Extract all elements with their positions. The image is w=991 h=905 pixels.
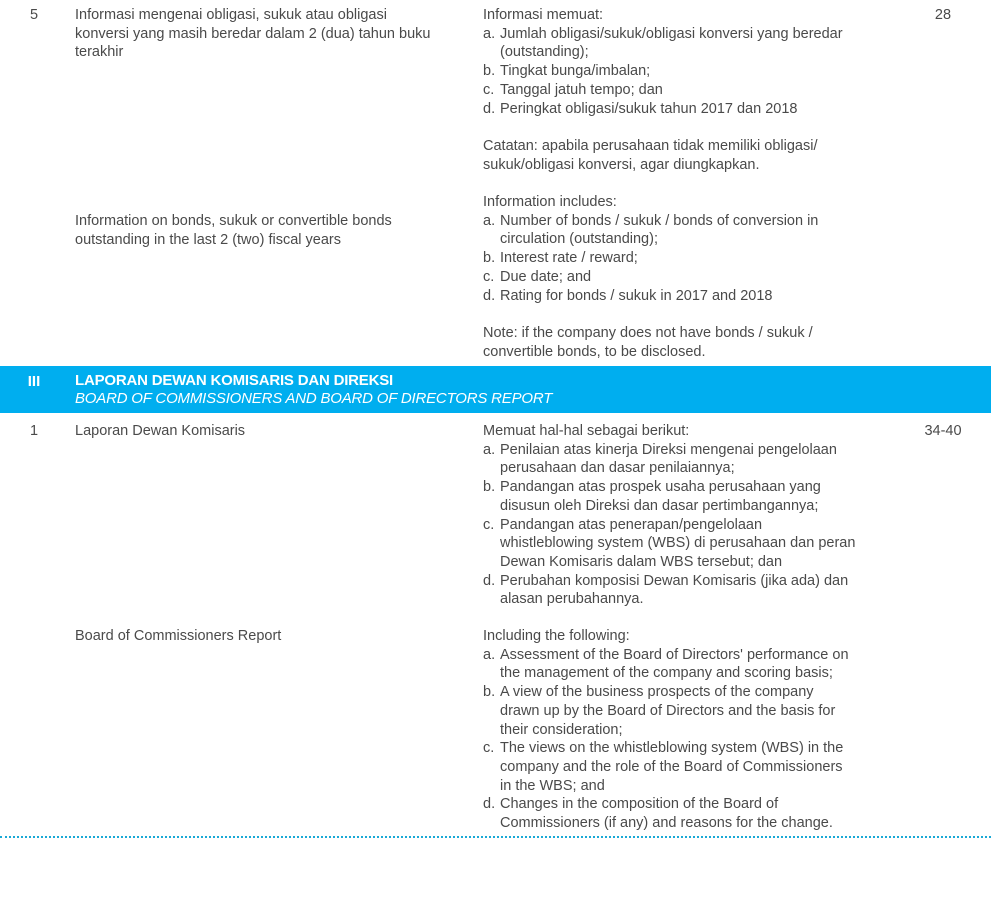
- note-line: Note: if the company does not have bonds / sukuk /: [483, 324, 813, 341]
- section-title-indonesian: LAPORAN DEWAN KOMISARIS DAN DIREKSI: [75, 372, 394, 389]
- text-line: Laporan Dewan Komisaris: [75, 423, 246, 439]
- text-line: perusahaan dan dasar penilaiannya;: [500, 460, 735, 477]
- item-label: c.: [483, 268, 495, 285]
- item-label: c.: [483, 81, 495, 98]
- explanation-english: [483, 193, 888, 361]
- list-item: [483, 478, 888, 515]
- list-item: [483, 441, 888, 478]
- list-item: [483, 25, 888, 62]
- list-item: [483, 516, 888, 572]
- text-line: outstanding in the last 2 (two) fiscal years: [75, 231, 341, 248]
- text-line: the management of the company and scoring basis;: [500, 665, 833, 682]
- text-line: terakhir: [75, 44, 124, 61]
- list-item: [483, 81, 888, 100]
- item-label: b.: [483, 684, 496, 701]
- explanation-intro: Including the following:: [483, 628, 630, 644]
- text-line: Rating for bonds / sukuk in 2017 and 2018: [500, 287, 773, 304]
- explanation-intro: Informasi memuat:: [483, 7, 604, 23]
- item-label: b.: [483, 63, 496, 80]
- item-label: d.: [483, 287, 496, 304]
- criteria-indonesian: [75, 6, 475, 62]
- item-label: d.: [483, 572, 496, 589]
- text-line: Information on bonds, sukuk or convertible bonds: [75, 213, 392, 229]
- text-line: Pandangan atas prospek usaha perusahaan yang: [500, 479, 821, 496]
- section-title-english: BOARD OF COMMISSIONERS AND BOARD OF DIRECTORS REPORT: [75, 390, 553, 407]
- text-line: Penilaian atas kinerja Direksi mengenai pengelolaan: [500, 441, 837, 458]
- text-line: whistleblowing system (WBS) di perusahaan dan peran: [500, 535, 856, 552]
- item-label: d.: [483, 796, 496, 813]
- spacer: [483, 118, 888, 137]
- list-item: [483, 287, 888, 306]
- item-label: a.: [483, 646, 496, 663]
- criteria-indonesian: [75, 422, 475, 441]
- text-line: Interest rate / reward;: [500, 250, 638, 267]
- text-line: company and the role of the Board of Commissioners: [500, 758, 843, 775]
- text-line: their consideration;: [500, 721, 623, 738]
- text-line: Perubahan komposisi Dewan Komisaris (jika ada) dan: [500, 572, 849, 589]
- criteria-english: [75, 212, 475, 249]
- text-line: Tanggal jatuh tempo; dan: [500, 81, 663, 98]
- list-item: [483, 572, 888, 609]
- explanation-intro: Memuat hal-hal sebagai berikut:: [483, 423, 690, 439]
- text-line: circulation (outstanding);: [500, 231, 658, 248]
- text-line: Number of bonds / sukuk / bonds of conversion in: [500, 212, 819, 229]
- text-line: Changes in the composition of the Board of: [500, 796, 779, 813]
- text-line: Informasi mengenai obligasi, sukuk atau obligasi: [75, 7, 387, 23]
- item-label: c.: [483, 740, 495, 757]
- dotted-divider: [0, 836, 991, 838]
- item-label: c.: [483, 516, 495, 533]
- list-item: [483, 683, 888, 739]
- list-item: [483, 646, 888, 683]
- note-line: sukuk/obligasi konversi, agar diungkapkan.: [483, 156, 760, 173]
- item-label: a.: [483, 441, 496, 458]
- explanation-indonesian: [483, 422, 888, 609]
- text-line: drawn up by the Board of Directors and the basis for: [500, 702, 836, 719]
- text-line: disusun oleh Direksi dan dasar pertimbangannya;: [500, 497, 819, 514]
- text-line: Assessment of the Board of Directors' performance on: [500, 646, 849, 663]
- text-line: Dewan Komisaris dalam WBS tersebut; dan: [500, 553, 783, 570]
- criteria-english: [75, 627, 475, 646]
- page-reference: 28: [934, 7, 952, 23]
- text-line: A view of the business prospects of the company: [500, 684, 814, 701]
- text-line: (outstanding);: [500, 44, 589, 61]
- text-line: The views on the whistleblowing system (WBS) in the: [500, 740, 844, 757]
- text-line: Commissioners (if any) and reasons for the change.: [500, 815, 833, 832]
- explanation-english: [483, 627, 888, 833]
- explanation-intro: Information includes:: [483, 194, 617, 210]
- item-label: a.: [483, 212, 496, 229]
- item-label: a.: [483, 25, 496, 42]
- text-line: Peringkat obligasi/sukuk tahun 2017 dan 2018: [500, 100, 798, 117]
- section-number: III: [27, 373, 41, 390]
- explanation-indonesian: [483, 6, 888, 174]
- text-line: Pandangan atas penerapan/pengelolaan: [500, 516, 763, 533]
- note-line: convertible bonds, to be disclosed.: [483, 343, 706, 360]
- section-header-bar: [0, 366, 991, 413]
- text-line: Due date; and: [500, 268, 592, 285]
- text-line: Jumlah obligasi/sukuk/obligasi konversi yang beredar: [500, 25, 843, 42]
- spacer: [483, 305, 888, 324]
- list-item: [483, 62, 888, 81]
- text-line: Tingkat bunga/imbalan;: [500, 63, 651, 80]
- item-label: b.: [483, 479, 496, 496]
- text-line: Board of Commissioners Report: [75, 628, 282, 644]
- list-item: [483, 100, 888, 119]
- list-item: [483, 795, 888, 832]
- text-line: alasan perubahannya.: [500, 591, 644, 608]
- note-line: Catatan: apabila perusahaan tidak memiliki obligasi/: [483, 137, 818, 154]
- item-label: d.: [483, 100, 496, 117]
- row-number: 5: [29, 7, 39, 23]
- list-item: [483, 739, 888, 795]
- page-reference: 34-40: [924, 423, 962, 439]
- list-item: [483, 249, 888, 268]
- text-line: in the WBS; and: [500, 777, 605, 794]
- list-item: [483, 268, 888, 287]
- text-line: konversi yang masih beredar dalam 2 (dua) tahun buku: [75, 25, 431, 42]
- row-number: 1: [29, 423, 39, 439]
- item-label: b.: [483, 250, 496, 267]
- list-item: [483, 212, 888, 249]
